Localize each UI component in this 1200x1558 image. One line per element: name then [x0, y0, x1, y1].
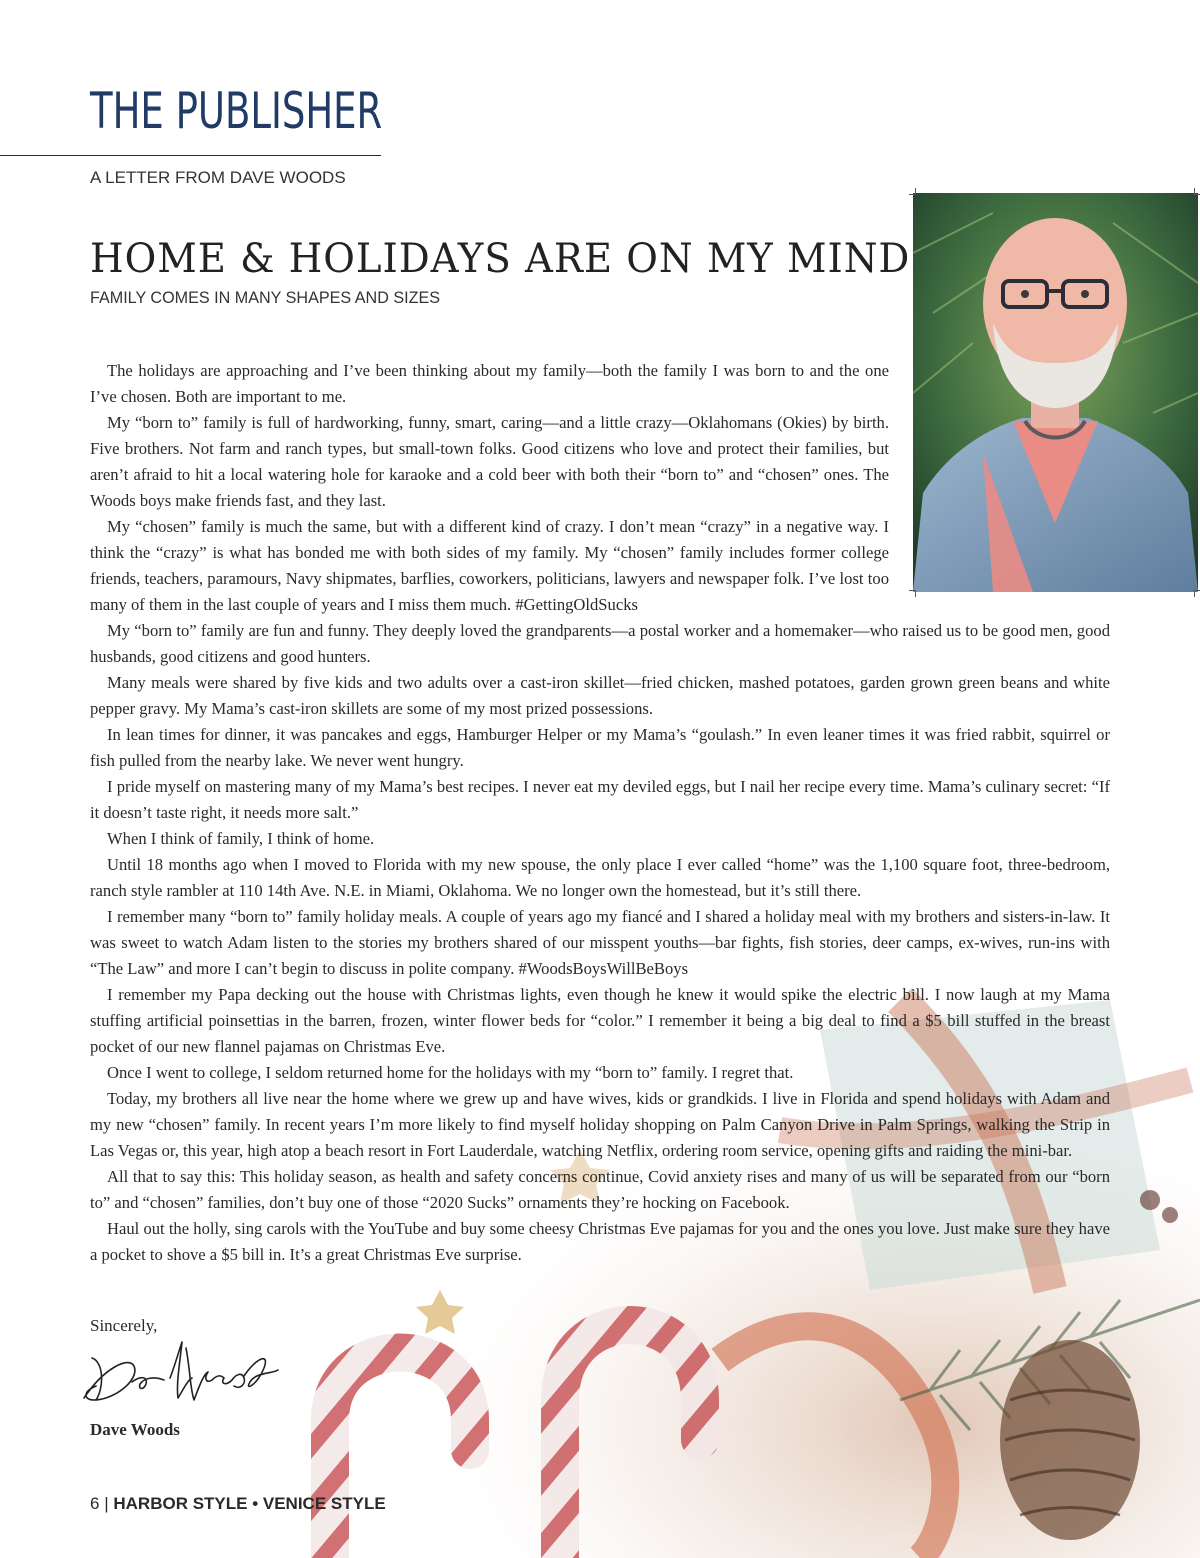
photo-crop-mark — [1194, 188, 1200, 195]
paragraph: Haul out the holly, sing carols with the YouTube and buy some cheesy Christmas Eve pajamas for you and the ones you love. Just make sure they have a pocket to shove a $5 bill in. It’s a great Christmas Eve surprise. — [90, 1219, 1110, 1264]
paragraph: Today, my brothers all live near the home where we grew up and have wives, kids or grandkids. I live in Florida and spend holidays with Adam and my new “chosen” family. In recent years I’m more likely to find myself holiday shopping on Palm Canyon Drive in Palm Springs, walking the Strip in Las Vegas or, this year, high atop a beach resort in Fort Lauderdale, watching Netflix, ordering room service, opening gifts and raiding the mini-bar. — [90, 1089, 1110, 1160]
paragraph: My “born to” family are fun and funny. They deeply loved the grandparents—a postal worker and a homemaker—who raised us to be good men, good husbands, good citizens and good hunters. — [90, 621, 1110, 666]
paragraph: My “chosen” family is much the same, but with a different kind of crazy. I don’t mean “crazy” in a negative way. I think the “crazy” is what has bonded me with both sides of my family. My “chosen” family includes former college friends, teachers, paramours, Navy shipmates, barflies, coworkers, politicians, lawyers and newspaper folk. I’ve lost too many of them in the last couple of years and I miss them much. #GettingOldSucks — [90, 517, 889, 614]
article-body — [90, 358, 1110, 1268]
paragraph: The holidays are approaching and I’ve been thinking about my family—both the family I was born to and the one I’ve chosen. Both are important to me. — [90, 361, 889, 406]
paragraph: I pride myself on mastering many of my Mama’s best recipes. I never eat my deviled eggs, but I nail her recipe every time. Mama’s culinary secret: “If it doesn’t taste right, it needs more salt.” — [90, 777, 1110, 822]
signer-name: Dave Woods — [90, 1420, 180, 1439]
paragraph: Many meals were shared by five kids and two adults over a cast-iron skillet—fried chicken, mashed potatoes, garden grown green beans and white pepper gravy. My Mama’s cast-iron skillets are some of my most prized possessions. — [90, 673, 1110, 718]
section-title: THE PUBLISHER — [90, 82, 383, 140]
photo-crop-mark — [909, 188, 916, 195]
handwritten-signature — [74, 1328, 284, 1410]
publication-name: HARBOR STYLE • VENICE STYLE — [113, 1494, 386, 1513]
closing-salutation: Sincerely, — [90, 1316, 158, 1335]
paragraph: Once I went to college, I seldom returned home for the holidays with my “born to” family. I regret that. — [107, 1063, 794, 1082]
paragraph: Until 18 months ago when I moved to Florida with my new spouse, the only place I ever called “home” was the 1,100 square foot, three-bedroom, ranch style rambler at 110 14th Ave. N.E. in Miami, Oklahoma. We no longer own the homestead, but it’s still there. — [90, 855, 1110, 900]
page-number: 6 — [90, 1494, 100, 1513]
footer-separator: | — [104, 1494, 109, 1513]
paragraph: All that to say this: This holiday season, as health and safety concerns continue, Covid anxiety rises and many of us will be separated from our “born to” and “chosen” families, don’t buy one of those “2020 Sucks” ornaments they’re hocking on Facebook. — [90, 1167, 1110, 1212]
section-divider — [0, 155, 381, 156]
article-headline: HOME & HOLIDAYS ARE ON MY MIND — [90, 236, 911, 282]
paragraph: When I think of family, I think of home. — [107, 829, 375, 848]
page-footer — [90, 1494, 386, 1514]
paragraph: I remember many “born to” family holiday meals. A couple of years ago my fiancé and I shared a holiday meal with my brothers and sisters-in-law. It was sweet to watch Adam listen to the stories my brothers shared of our misspent youths—bar fights, fish stories, deer camps, ex-wives, run-ins with “The Law” and more I can’t begin to discuss in polite company. #WoodsBoysWillBeBoys — [90, 907, 1110, 978]
paragraph: My “born to” family is full of hardworking, funny, smart, caring—and a little crazy—Oklahomans (Okies) by birth. Five brothers. Not farm and ranch types, but small-town folks. Good citizens who love and protect their families, but aren’t afraid to hit a local watering hole for karaoke and a cold beer with both their “born to” and “chosen” ones. The Woods boys make friends fast, and they last. — [90, 413, 889, 510]
section-subtitle: A LETTER FROM DAVE WOODS — [90, 168, 346, 187]
paragraph: I remember my Papa decking out the house with Christmas lights, even though he knew it would spike the electric bill. I now laugh at my Mama stuffing artificial poinsettias in the barren, frozen, winter flower beds for “color.” I remember it being a big deal to find a $5 bill stuffed in the breast pocket of our new flannel pajamas on Christmas Eve. — [90, 985, 1110, 1056]
photo-crop-mark — [1194, 590, 1200, 597]
paragraph: In lean times for dinner, it was pancakes and eggs, Hamburger Helper or my Mama’s “goulash.” In even leaner times it was fried rabbit, squirrel or fish pulled from the nearby lake. We never went hungry. — [90, 725, 1110, 770]
article-subhead: FAMILY COMES IN MANY SHAPES AND SIZES — [90, 288, 441, 307]
